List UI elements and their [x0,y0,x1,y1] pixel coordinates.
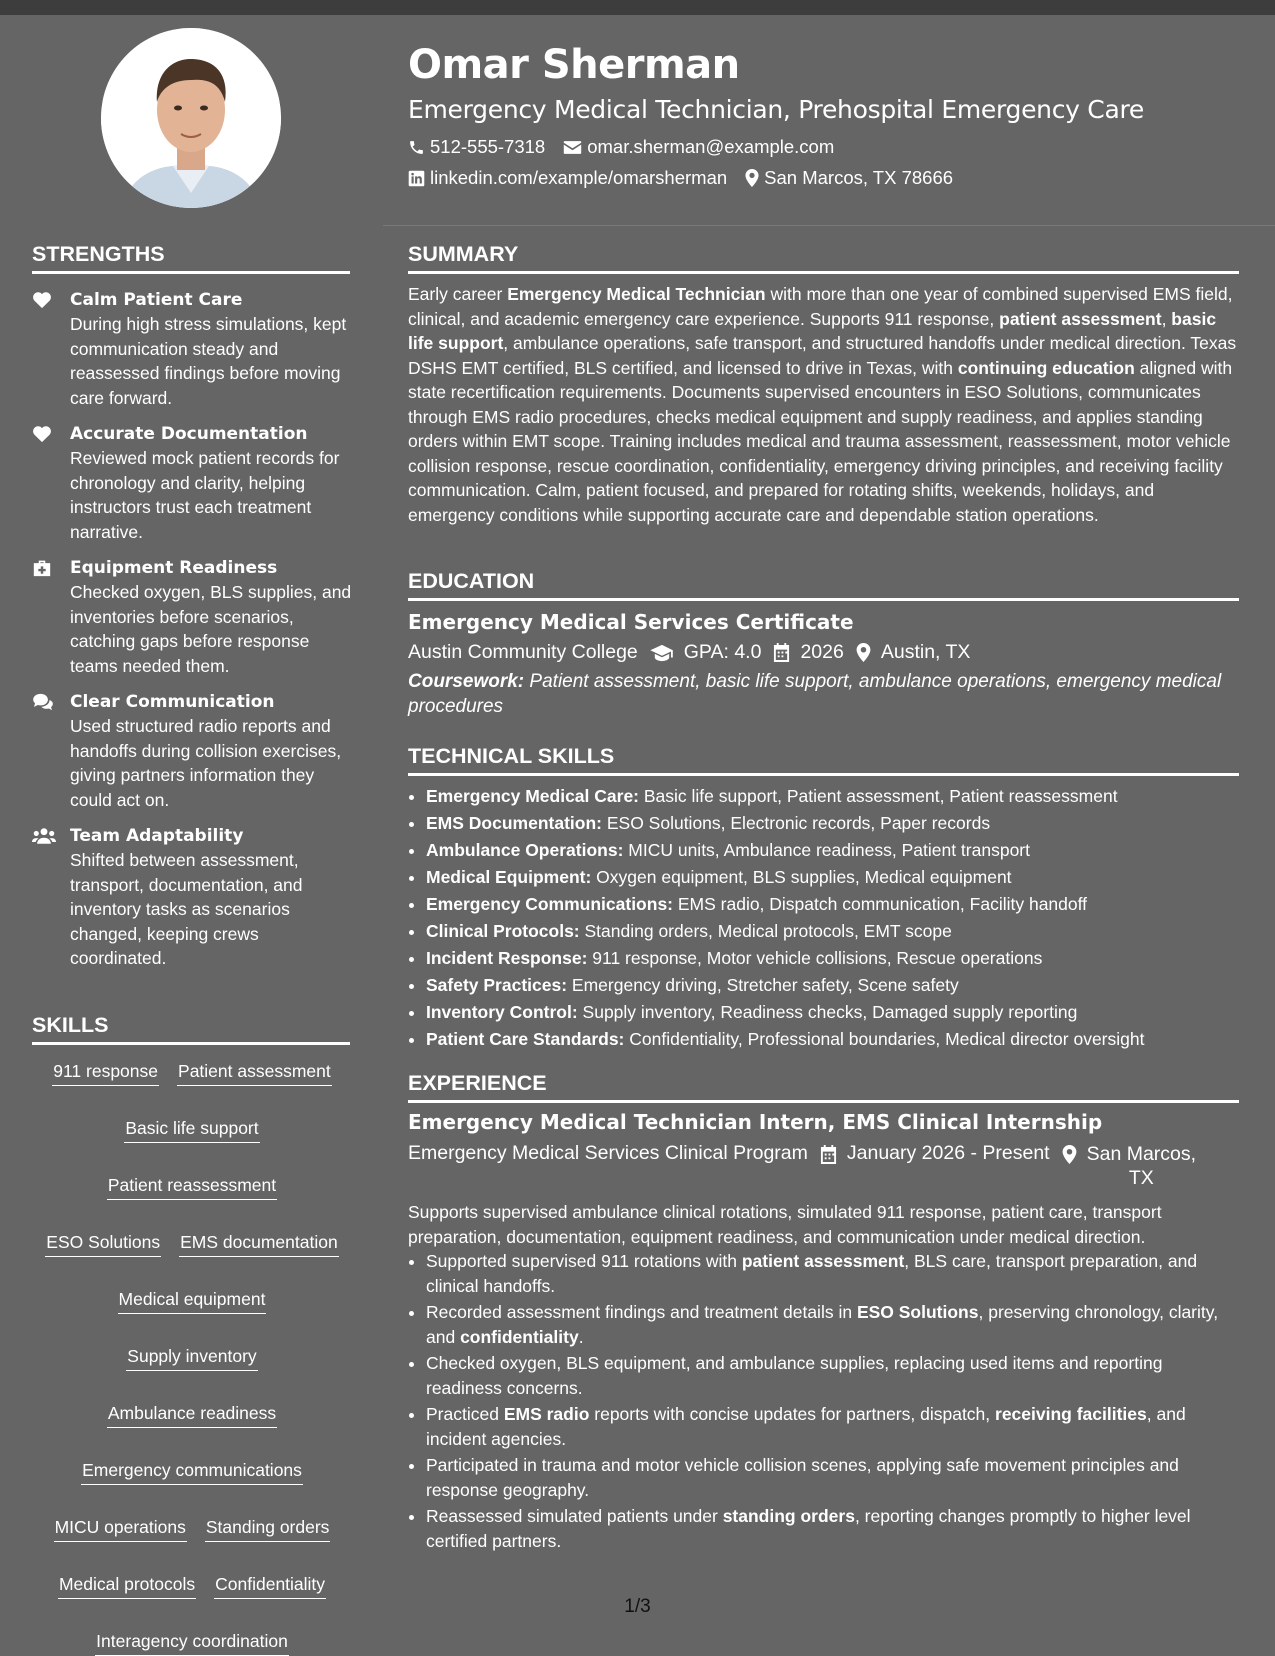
text-run: , preserving chronology, clarity, and [426,1302,1219,1347]
map-pin-icon [856,643,871,662]
technical-skill-item [426,783,1239,810]
strengths-list [32,288,352,983]
emphasis-text: patient assessment [999,308,1162,329]
technical-skills-heading: TECHNICAL SKILLS [408,744,1239,776]
job-bullet [426,1300,1239,1349]
technical-skill-label: Ambulance Operations: [426,840,624,860]
text-run: , ambulance operations, safe transport, and structured handoffs under medical direction. Texas DSHS EMT certified, BLS certified, and licensed to drive in Texas, with [408,333,1237,378]
technical-skill-label: Emergency Medical Care: [426,786,640,806]
email-text: omar.sherman@example.com [587,136,835,157]
experience-entry [408,1110,1239,1555]
skill-tag: 911 response [52,1059,159,1086]
job-location-line2: TX [1128,1167,1154,1189]
skill-tag: MICU operations [54,1515,187,1542]
job-title: Emergency Medical Technician Intern, EMS Clinical Internship [408,1110,1103,1134]
emphasis-text: patient assessment [741,1251,905,1271]
technical-skill-label: Clinical Protocols: [426,921,580,941]
skill-tag: Patient assessment [177,1059,332,1086]
map-pin-icon [1062,1145,1077,1164]
technical-skills-list [408,783,1239,1053]
text-run: Supported supervised 911 rotations with [426,1251,742,1271]
emphasis-text: confidentiality [460,1326,579,1347]
text-run: , and incident agencies. [426,1404,1186,1449]
emphasis-text: standing orders [722,1506,855,1526]
job-meta [408,1142,1239,1190]
emphasis-text: continuing education [957,357,1135,378]
text-run: with more than one year of combined supervised EMS field, clinical, and academic emergency care experience. Supports 911 response, [408,284,1233,329]
text-run: . [578,1326,584,1347]
strength-item [32,288,352,410]
text-run: Practiced [426,1404,504,1424]
phone-text: 512-555-7318 [430,136,546,157]
strength-description: Shifted between assessment, transport, documentation, and inventory tasks as scenarios changed, keeping crews coordinated. [70,850,303,968]
education-heading: EDUCATION [408,569,1239,601]
job-location [1087,1142,1196,1190]
organization: Emergency Medical Services Clinical Program [408,1142,808,1164]
job-bullet [426,1402,1239,1451]
contact-location [745,167,953,189]
technical-skill-item [426,864,1239,891]
technical-skill-value: Supply inventory, Readiness checks, Damaged supply reporting [577,1002,1078,1022]
text-run: Checked oxygen, BLS equipment, and ambulance supplies, replacing used items and reporting readiness concerns. [426,1353,1163,1398]
emphasis-text: receiving facilities [995,1404,1147,1424]
skills-heading: SKILLS [32,1013,350,1045]
strength-description: Used structured radio reports and handoffs during collision exercises, giving partners information they could act on. [70,716,342,810]
profile-photo [101,28,281,208]
skill-tag: ESO Solutions [45,1230,161,1257]
emphasis-text: basic life support [408,308,1217,353]
text-run: Early career [408,284,508,304]
strength-item [32,556,352,678]
strengths-heading: STRENGTHS [32,242,350,274]
technical-skill-value: ESO Solutions, Electronic records, Paper records [601,813,991,833]
education-meta [408,641,1239,664]
text-run: reports with concise updates for partners, dispatch, [589,1404,996,1424]
chat-icon [32,690,56,812]
heart-icon [32,422,56,544]
technical-skill-label: Safety Practices: [426,975,568,995]
technical-skill-label: Inventory Control: [426,1002,578,1022]
strength-description: Checked oxygen, BLS supplies, and inventories before scenarios, catching gaps before response teams needed them. [70,582,352,676]
team-icon [32,824,56,971]
contact-row-1 [408,136,852,158]
job-bullet [426,1249,1239,1298]
technical-skill-value: Emergency driving, Stretcher safety, Scene safety [567,975,959,995]
graduation-year: 2026 [800,641,844,663]
graduation-cap-icon [650,644,674,662]
contact-row-2 [408,167,971,189]
skill-tag: Interagency coordination [95,1629,289,1656]
text-run: , BLS care, transport preparation, and clinical handoffs. [426,1251,1198,1296]
technical-skill-item [426,999,1239,1026]
job-bullet [426,1351,1239,1400]
candidate-name: Omar Sherman [408,42,740,88]
technical-skill-item [426,891,1239,918]
job-bullet [426,1453,1239,1502]
emphasis-text: Emergency Medical Technician [507,284,766,304]
calendar-icon [820,1145,837,1164]
emphasis-text: ESO Solutions [856,1302,979,1322]
strength-item [32,422,352,544]
strength-item [32,824,352,971]
technical-skill-value: Confidentiality, Professional boundaries, Medical director oversight [624,1029,1145,1049]
technical-skill-item [426,972,1239,999]
text-run: aligned with state recertification requirements. Documents supervised encounters in ESO Solutions, communicates through EMS radio procedures, checks medical equipment and supply readiness, and applies standing orders within EMT scope. Training includes medical and trauma assessment, reassessment, motor vehicle collision response, rescue coordination, confidentiality, emergency driving principles, and receiving facility communication. Calm, patient focused, and prepared for rotating shifts, weekends, holidays, and emergency conditions while supporting accurate care and dependable station operations. [408,357,1233,525]
strength-title: Clear Communication [70,692,275,712]
skill-tag: EMS documentation [179,1230,339,1257]
technical-skill-value: MICU units, Ambulance readiness, Patient transport [623,840,1030,860]
technical-skill-label: Emergency Communications: [426,894,673,914]
gpa: GPA: 4.0 [683,641,762,663]
skill-tag: Supply inventory [126,1344,257,1371]
candidate-headline: Emergency Medical Technician, Prehospital Emergency Care [408,95,1144,124]
coursework [408,669,1239,719]
heart-icon [32,288,56,410]
technical-skill-item [426,918,1239,945]
strength-description: Reviewed mock patient records for chronology and clarity, helping instructors trust each treatment narrative. [70,448,340,542]
job-bullet [426,1504,1239,1553]
technical-skill-value: Standing orders, Medical protocols, EMT scope [579,921,952,941]
phone-icon [408,139,425,156]
skill-tag: Confidentiality [214,1572,326,1599]
job-dates: January 2026 - Present [846,1142,1050,1164]
summary-text [408,282,1239,527]
location-text: San Marcos, TX 78666 [764,167,954,188]
technical-skill-item [426,945,1239,972]
skill-tag: Emergency communications [81,1458,303,1485]
strength-description: During high stress simulations, kept communication steady and reassessed findings before moving care forward. [70,314,347,408]
text-run: Participated in trauma and motor vehicle collision scenes, applying safe movement principles and response geography. [426,1455,1179,1500]
text-run: Recorded assessment findings and treatment details in [426,1302,857,1322]
calendar-icon [773,643,790,662]
envelope-icon [563,139,582,156]
map-pin-icon [745,169,759,187]
top-bar [0,0,1275,15]
contact-phone[interactable] [408,136,545,158]
technical-skill-label: Patient Care Standards: [426,1029,625,1049]
medkit-icon [32,556,56,678]
strength-title: Accurate Documentation [70,424,308,444]
skill-tag: Basic life support [124,1116,259,1143]
degree-title: Emergency Medical Services Certificate [408,610,854,634]
experience-heading: EXPERIENCE [408,1071,1239,1103]
emphasis-text: EMS radio [503,1404,590,1424]
education-entry [408,610,1239,719]
skill-tag: Standing orders [205,1515,331,1542]
linkedin-text: linkedin.com/example/omarsherman [430,167,728,188]
skills-tag-cloud [32,1059,352,1656]
job-bullets [408,1249,1239,1553]
technical-skill-label: Medical Equipment: [426,867,592,887]
strength-title: Team Adaptability [70,826,244,846]
school-location: Austin, TX [880,641,971,663]
skill-tag: Ambulance readiness [107,1401,277,1428]
strength-title: Calm Patient Care [70,290,243,310]
header-divider [383,225,1275,226]
school-name: Austin Community College [408,641,638,663]
strength-item [32,690,352,812]
technical-skill-label: Incident Response: [426,948,588,968]
linkedin-icon [408,170,425,187]
job-intro: Supports supervised ambulance clinical rotations, simulated 911 response, patient care, transport preparation, documentation, equipment readiness, and communication under medical direction. [408,1202,1162,1247]
text-run: , reporting changes promptly to higher level certified partners. [426,1506,1191,1551]
technical-skill-item [426,1026,1239,1053]
contact-linkedin[interactable] [408,167,727,189]
technical-skill-value: Basic life support, Patient assessment, Patient reassessment [639,786,1118,806]
technical-skill-item [426,837,1239,864]
technical-skill-label: EMS Documentation: [426,813,602,833]
skill-tag: Patient reassessment [107,1173,277,1200]
coursework-text: Patient assessment, basic life support, ambulance operations, emergency medical procedures [408,671,1222,717]
technical-skill-item [426,810,1239,837]
technical-skill-value: EMS radio, Dispatch communication, Facility handoff [673,894,1088,914]
skill-tag: Medical protocols [58,1572,196,1599]
page-number: 1/3 [624,1596,651,1617]
text-run: , [1161,308,1172,329]
skill-tag: Medical equipment [118,1287,267,1314]
technical-skill-value: 911 response, Motor vehicle collisions, Rescue operations [587,948,1043,968]
summary-heading: SUMMARY [408,242,1239,274]
strength-title: Equipment Readiness [70,558,278,578]
technical-skill-value: Oxygen equipment, BLS supplies, Medical equipment [591,867,1012,887]
job-location-line1: San Marcos, [1086,1143,1197,1165]
text-run: Reassessed simulated patients under [426,1506,723,1526]
contact-email[interactable] [563,136,834,158]
coursework-label: Coursework: [408,671,525,692]
